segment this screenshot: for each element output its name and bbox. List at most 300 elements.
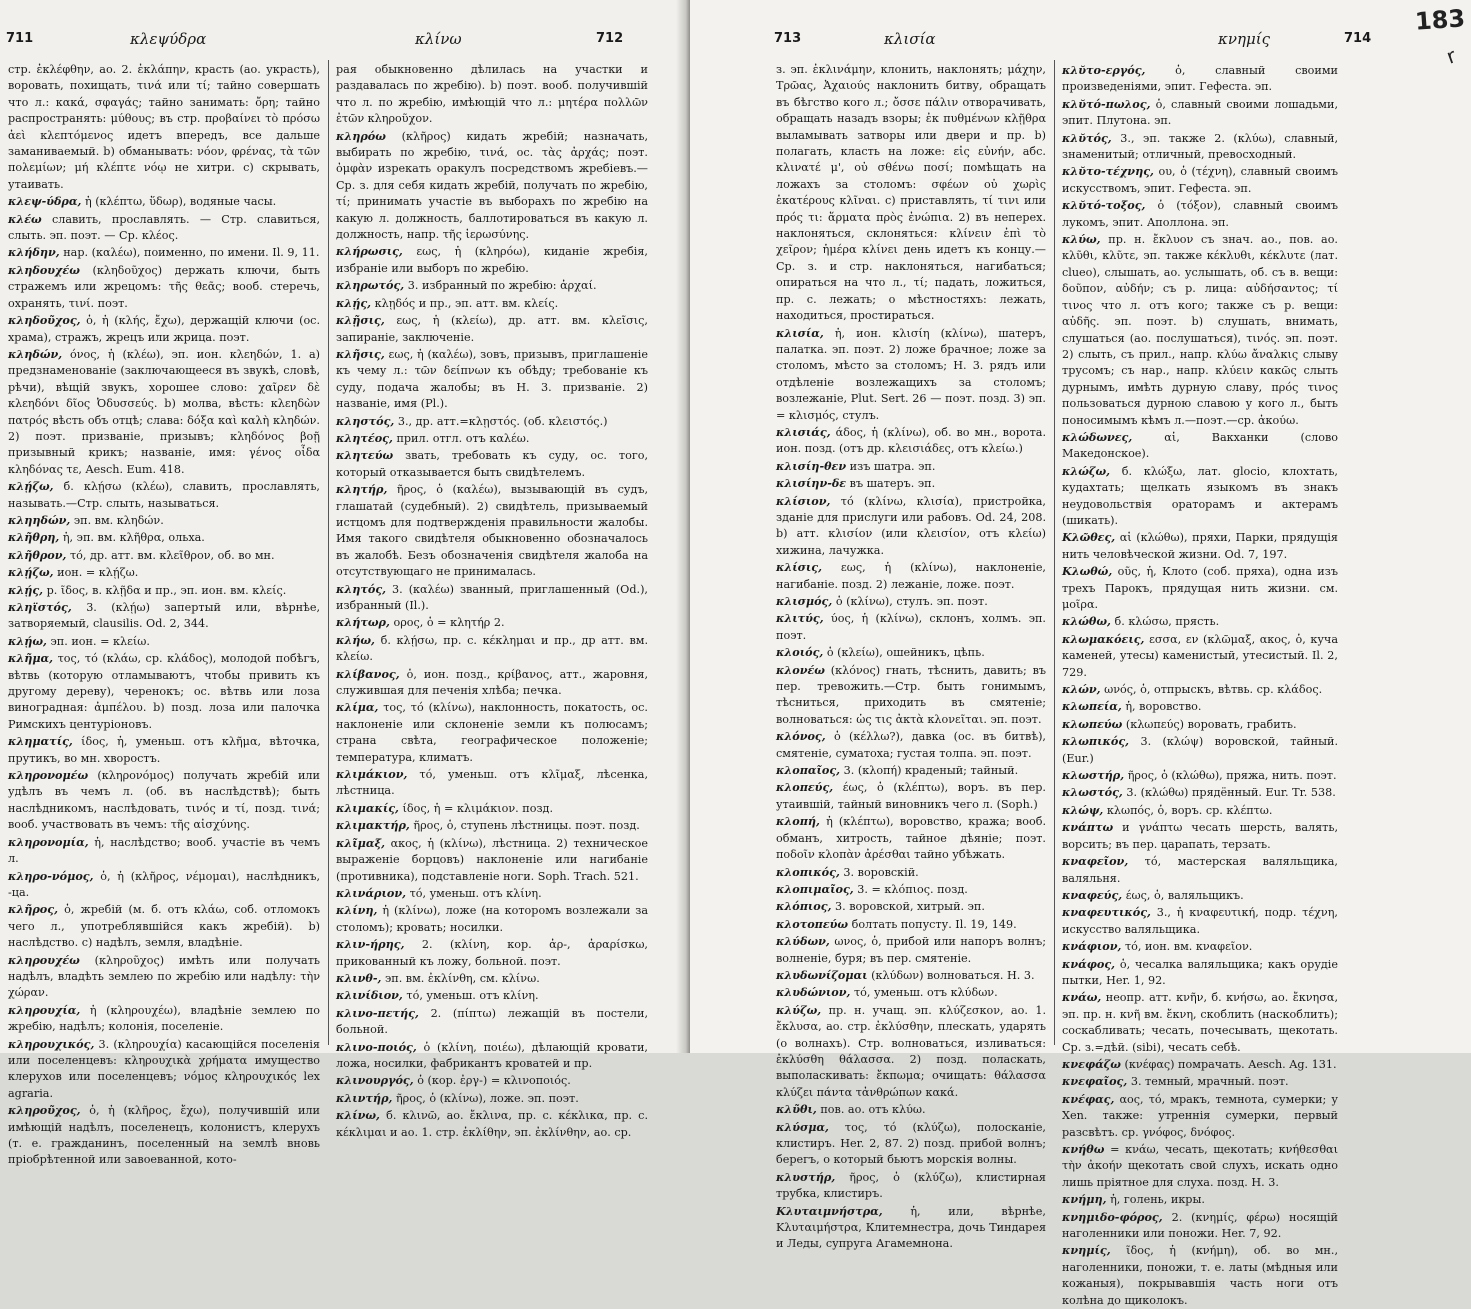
dictionary-entry <box>8 1036 320 1103</box>
page-number-left-b: 712 <box>596 31 624 46</box>
definition-text: τό, уменьш. отъ κλίνη. <box>406 989 539 1003</box>
headword: κνέφας, <box>1062 1091 1115 1106</box>
headword: κνήμη, <box>1062 1192 1107 1207</box>
headword: κλισιάς, <box>776 424 831 439</box>
headword: κλῄζω, <box>8 565 54 580</box>
headword: κληστός, <box>336 413 395 428</box>
definition-text: славить, прославлять. — Стр. славиться, слыть. эп. поэт. — Ср. κλέος. <box>8 212 320 243</box>
definition-text: 3., ἡ κναφευτική, подр. τέχνη, искусство валяльщика. <box>1062 906 1338 936</box>
definition-text: ὁ, жребій (м. б. отъ κλάω, соб. отломокъ чего л., употреблявшійся какъ жребій). b) наслѣдство. c) надѣлъ, земля, владѣніе. <box>8 903 320 950</box>
definition-text: κλωπός, ὁ, воръ. ср. κλέπτω. <box>1106 803 1273 817</box>
definition-text: εσσα, εν (κλῶμαξ, ακος, ὁ, куча каменей, утесы) каменистый, утесистый. Il. 2, 729. <box>1062 632 1338 679</box>
dictionary-entry <box>776 559 1046 593</box>
definition-text: 3., др. атт.=κλῃστός. (об. κλειστός.) <box>397 414 608 428</box>
dictionary-entry <box>336 481 648 580</box>
dictionary-entry <box>776 458 1046 475</box>
definition-text: (κληροῦχος) имѣть или получать надѣлъ, владѣть землею по жребію или надѣлу: τὴν χώραν. <box>8 953 320 1000</box>
dictionary-entry <box>1062 784 1338 801</box>
headword: κλισίη-θεν <box>776 458 847 473</box>
headword: κλήρωσις, <box>336 244 403 259</box>
definition-text: 3. (κλοπή) краденый; тайный. <box>843 764 1019 778</box>
headword: κλοπεύς, <box>776 780 834 795</box>
dictionary-entry <box>336 817 648 834</box>
right-page <box>690 0 1471 1307</box>
definition-text: αος, τό, мракъ, темнота, сумерки; у Xen. также: утреннія сумерки, первый разсвѣтъ. ср. γνόφος, δνόφος. <box>1062 1092 1338 1139</box>
definition-text: ὁ, славный своими произведеніями, эпит. Гефеста. эп. <box>1062 64 1338 94</box>
headword: Κλῶθες, <box>1062 530 1116 545</box>
definition-text: ὁ, ἡ (κλῆρος, ἔχω), получившій или имѣющій надѣлъ, поселенецъ, колонистъ, клерухъ (т. е. гражданинъ, поселенный на землѣ вновь пріобрѣтенной или завоеванной, кото- <box>8 1104 320 1167</box>
headword: κλητεύω <box>336 448 394 463</box>
dictionary-entry <box>8 244 320 261</box>
definition-text: въ шатеръ. эп. <box>849 477 936 491</box>
definition-text: 3. (κλώψ) воровской, тайный. (Eur.) <box>1062 735 1338 765</box>
headword: κλῆρος, <box>8 902 58 917</box>
definition-text: ωνός, ὁ, отпрыскъ, вѣтвь. ср. κλάδος. <box>1104 683 1323 697</box>
headword: κναφευτικός, <box>1062 905 1151 920</box>
definition-text: ἡ, ион. κλισίη (κλίνω), шатеръ, палатка. эп. поэт. 2) ложе брачное; ложе за столомъ, мѣсто за столомъ; H. 3. рядъ или отдѣленіе возлежащихъ за столомъ; возлежаніе, Plut. Sert. 26 — поэт. позд. 3) эп. = κλισμός, стулъ. <box>776 326 1046 422</box>
definition-text: ἡ (κλίνω), ложе (на которомъ возлежали за столомъ); кровать; носилки. <box>336 904 648 934</box>
dictionary-entry <box>8 733 320 767</box>
dictionary-entry <box>8 512 320 529</box>
definition-text: изъ шатра. эп. <box>849 459 936 473</box>
dictionary-entry <box>776 813 1046 863</box>
headword: κλίνω, <box>336 1108 380 1123</box>
headword: Κλυταιμνήστρα, <box>776 1203 883 1218</box>
definition-text: ακος, ἡ (κλίνω), лѣстница. 2) техническое выраженіе борцовъ) наклоненіе или нагибаніе (противника), подставленіе ноги. Soph. Trach. 521. <box>336 836 648 883</box>
definition-text: пр. н. учащ. эп. κλύζεσκον, ао. 1. ἔκλυσα, ао. стр. ἐκλύσθην, плескать, ударять (о волнахъ). Стр. волноваться, изливаться: ἐκλύσθη θάλασσα. 2) позд. поласкать, выполаскивать: ἔκπωμα; очищать: θάλασσα κλύζει πάντα τἀνθρώπων κακά. <box>776 1003 1046 1099</box>
headword: κνεφαῖος, <box>1062 1074 1128 1089</box>
dictionary-entry <box>776 662 1046 729</box>
headword: κλώθω, <box>1062 614 1111 629</box>
definition-text: неопр. атт. κνῆν, б. κνήσω, ао. ἔκνησα, эп. пр. н. κνῆ вм. ἔκνη, скоблить (наскоблить); соскабливать; чесать, почесывать, щекотать. Ср. з.=дѣй. (sibi), чесать себѣ. <box>1062 991 1338 1054</box>
definition-text: б. κλῄσω, пр. с. κέκλημαι и пр., др атт. вм. κλείω. <box>336 633 648 664</box>
dictionary-entry <box>776 916 1046 933</box>
headword: κλώδωνες, <box>1062 429 1133 444</box>
headword: κληρονομία, <box>8 834 89 849</box>
headword: Κλωθώ, <box>1062 564 1113 579</box>
definition-text: ῆρος, ὁ (κλίνω), ложе. эп. поэт. <box>395 1091 579 1105</box>
dictionary-entry <box>8 193 320 210</box>
dictionary-entry <box>8 346 320 478</box>
headword: κλοπή, <box>776 814 820 829</box>
definition-text: и γνάπτω чесать шерсть, валять, ворсить; въ пер. царапать, терзать. <box>1062 821 1338 851</box>
dictionary-entry <box>8 650 320 733</box>
definition-text: пов. ао. отъ κλύω. <box>820 1103 926 1117</box>
definition-text: 3. воровской, хитрый. эп. <box>835 900 985 914</box>
dictionary-entry <box>1062 1056 1338 1073</box>
definition-text: αἱ, Вакханки (слово Македонское). <box>1062 430 1338 461</box>
dictionary-entry <box>1062 1242 1338 1309</box>
headword: κλισίην-δε <box>776 476 847 491</box>
headword: κνημίς, <box>1062 1243 1111 1258</box>
headword: κληρονομέω <box>8 768 89 783</box>
headword: κλιμακτήρ, <box>336 818 410 833</box>
definition-text: ίδος, ἡ = κλιμάκιον. позд. <box>402 801 554 815</box>
dictionary-entry <box>776 898 1046 915</box>
definition-text: ῆρος, ὁ (κλύζω), клистирная трубка, клистиръ. <box>776 1170 1046 1201</box>
definition-text: 2. (πίπτω) лежащій въ постели, больной. <box>336 1006 648 1037</box>
headword: κλίνη, <box>336 903 378 918</box>
headword: κλητήρ, <box>336 482 388 497</box>
headword: κλινίδιον, <box>336 988 403 1003</box>
dictionary-entry <box>336 614 648 631</box>
headword: κλῇσις, <box>336 313 385 328</box>
dictionary-entry <box>1062 563 1338 613</box>
dictionary-entry <box>336 312 648 346</box>
headword: κλοπιμαῖος, <box>776 881 854 896</box>
dictionary-entry <box>1062 904 1338 938</box>
definition-text: ἡ (κλέπτω), воровство, кража; вооб. обманъ, хитрость, тайное дѣяніе; поэт. ποδοῖν κλοπὰν ἀρέσθαι тайно убѣжать. <box>776 815 1046 862</box>
dictionary-entry <box>776 933 1046 967</box>
headword: κνάφος, <box>1062 956 1116 971</box>
guide-word-right-a: κλισία <box>884 30 936 48</box>
headword: κληρουχικός, <box>8 1036 95 1051</box>
headword: κναφεῖον, <box>1062 854 1129 869</box>
dictionary-entry <box>776 1169 1046 1203</box>
headword: κλῄζω, <box>8 479 54 494</box>
definition-text: ὁ, ἡ (κλής, ἔχω), держащій ключи (ос. храма), стражъ, жрецъ или жрица. поэт. <box>8 314 321 344</box>
headword: κλωστήρ, <box>1062 768 1125 783</box>
dictionary-entry <box>776 1203 1046 1253</box>
definition-text: прил. отгл. отъ καλέω. <box>396 431 530 445</box>
definition-text: ου, ὁ (τέχνη), славный своимъ искусствомъ, эпит. Гефеста. эп. <box>1062 165 1338 195</box>
dictionary-entry <box>1062 1091 1338 1141</box>
dictionary-entry <box>1062 802 1338 819</box>
definition-text: (κλύδων) волноваться. H. 3. <box>871 968 1035 982</box>
headword: κνάπτω <box>1062 820 1114 835</box>
definition-text: ἡ (κληρουχέω), владѣніе землею по жребію, надѣлъ; колонія, поселеніе. <box>8 1003 320 1034</box>
headword: κλῠτό-τοξος, <box>1062 198 1146 213</box>
headword: κλῄω, <box>8 633 47 648</box>
headword: κλισμός, <box>776 594 833 608</box>
headword: κλιντήρ, <box>336 1090 393 1105</box>
definition-text: ион. = κλῄζω. <box>57 566 139 580</box>
headword: κληματίς, <box>8 734 73 749</box>
definition-text: рая обыкновенно дѣлилась на участки и раздавалась по жребію). b) поэт. вооб. получившій что л. по жребію, имѣющій что л.: μητέρα πολλῶν ἐτῶν κληροῦχον. <box>336 63 648 126</box>
dictionary-entry <box>776 984 1046 1001</box>
definition-text: стр. ἐκλέφθην, ао. 2. ἐκλάπην, красть (ао. украсть), воровать, похищать, τινά или τί; тайно совершать что л.: κακά, σφαγάς; тайно занимать: ὄρη; тайно распространять: μύθους; въ стр. προβαίνει τὸ πρόσω ἀεὶ κλεπτόμενος идетъ впередъ, все дальше заманиваемый. b) обманывать: νόον, φρένας, τὰ τῶν πολεμίων; μή κλέπτε νόῳ не хитри. c) скрывать, утаивать. <box>8 63 320 191</box>
definition-text: (κληδοῦχος) держать ключи, быть стражемъ или жрецомъ: τῆς θεᾶς; вооб. стеречь, охранять, τινί. поэт. <box>8 263 320 310</box>
definition-text: (κνέφας) помрачать. Aesch. Ag. 131. <box>1124 1057 1337 1071</box>
headword: κλόπιος, <box>776 899 832 914</box>
definition-text: τό, мастерская валяльщика, валяльня. <box>1062 855 1338 885</box>
dictionary-entry <box>1062 613 1338 630</box>
definition-text: б. κλινῶ, ао. ἔκλινα, пр. с. κέκλικα, пр. с. кέκλιμαι и ао. 1. стр. ἐκλίθην, эп. ἐκλίνθην, ао. ср. <box>336 1109 648 1139</box>
definition-text: ἡ, эп. вм. κλῆθρα, ольха. <box>62 531 205 545</box>
definition-text: τό, др. атт. вм. κλεῖθρον, об. во мн. <box>69 548 275 562</box>
definition-text: ίδος, ἡ, уменьш. отъ κλῆμα, вѣточка, прутикъ, во мн. хворостъ. <box>8 735 320 765</box>
headword: κλιμακίς, <box>336 800 399 815</box>
headword: κλητός, <box>336 581 387 596</box>
definition-text: 3. = κλόπιος. позд. <box>857 882 968 896</box>
headword: κνάω, <box>1062 990 1102 1005</box>
dictionary-entry <box>336 430 648 447</box>
dictionary-entry <box>776 967 1046 984</box>
headword: κλῦθι, <box>776 1102 817 1117</box>
definition-text: ωνος, ὁ, прибой или напоръ волнъ; волненіе, буря; въ пер. смятеніе. <box>776 935 1046 965</box>
dictionary-entry <box>1062 1209 1338 1243</box>
definition-text: τό, ион. вм. κναφεῖον. <box>1124 940 1253 954</box>
definition-text: пр. н. ἔκλυον съ знач. ао., пов. ао. κλῦθι, κλῦτε, эп. также κέκλυθι, κέκλυτε (лат. cluеo), слышать, ао. услышать, об. съ в. вещи: δοῦπον, αὐδήν; съ р. лица: αὐδήσαντος; τί τινος что л. отъ кого; также съ р. вещи: αὐδῆς. эп. поэт. b) слушать, внимать, слушаться (ао. послушаться), τινός. эп. поэт. 2) слыть, съ прил., напр. κλύω ἄναλκις слыву трусомъ; съ нар., напр. κλύειν κακῶς слыть дурнымъ, имѣть дурную славу, πρός τινος пользоваться дурною славою у кого л., быть поносимымъ кѣмъ л.—поэт.—ср. ἀκούω. <box>1062 233 1338 427</box>
headword: κλέω <box>8 211 42 226</box>
definition-text: нар. (καλέω), поименно, по имени. Il. 9, 11. <box>63 246 320 260</box>
headword: κλωστός, <box>1062 785 1123 800</box>
headword: κλωπικός, <box>1062 734 1130 749</box>
dictionary-entry <box>8 312 320 346</box>
headword: κλιτύς, <box>776 611 824 626</box>
headword: κλοπαῖος, <box>776 763 841 778</box>
headword: κλῆμα, <box>8 651 54 666</box>
dictionary-entry <box>776 325 1046 424</box>
headword: κληϊστός, <box>8 600 72 614</box>
dictionary-entry <box>8 547 320 564</box>
dictionary-entry <box>8 211 320 245</box>
dictionary-entry <box>8 599 320 633</box>
page-number-right-a: 713 <box>774 31 802 46</box>
dictionary-entry <box>776 610 1046 644</box>
headword: κλῆσις, <box>336 346 385 361</box>
dictionary-entry <box>336 885 648 902</box>
definition-text: ῆρος, ὁ (καλέω), вызывающій въ судъ, глашатай (судебный). 2) свидѣтель, призываемый истцомъ для подтвержденія правильности жалобы. Имя такого свидѣтеля обыкновенно обозначалось въ жалобѣ. Безъ обозначенія свидѣтеля жалоба на отсутствующаго не принималась. <box>336 483 649 579</box>
dictionary-entry <box>336 1039 648 1073</box>
dictionary-entry <box>1062 1141 1338 1191</box>
headword: κλωμακόεις, <box>1062 631 1145 646</box>
dictionary-entry <box>8 478 320 512</box>
headword: κλίμα, <box>336 700 379 715</box>
headword: κλῄς, <box>336 295 372 310</box>
headword: κλυδώνιον, <box>776 985 851 1000</box>
headword: κλίσις, <box>776 560 823 575</box>
headword: κλωπεύω <box>1062 716 1123 731</box>
definition-text: ὁ (кор. ἐργ-) = κλινοποιός. <box>417 1074 571 1088</box>
dictionary-entry <box>336 1005 648 1039</box>
definition-text: ορος, ὁ = κλητήρ 2. <box>393 616 505 630</box>
dictionary-entry <box>776 762 1046 779</box>
dictionary-column-4 <box>1062 62 1339 1307</box>
definition-text: эп. вм. κληδών. <box>73 513 164 527</box>
dictionary-column-3 <box>776 62 1047 1251</box>
dictionary-entry <box>8 834 320 868</box>
dictionary-entry <box>776 493 1046 560</box>
headword: κλινουργός, <box>336 1073 414 1088</box>
headword: κνήθω <box>1062 1142 1105 1156</box>
definition-text: οῦς, ἡ, Клото (соб. пряха), одна изъ трехъ Парокъ, прядущая нить жизни. см. μοῖρα. <box>1062 565 1338 611</box>
guide-word-right-b: κνημίς <box>1218 30 1270 48</box>
dictionary-entry <box>8 1102 320 1169</box>
definition-text: ὁ, ἡ (κλῆρος, νέμομαι), наслѣдникъ, -ца. <box>8 869 321 899</box>
headword: κλώζω, <box>1062 463 1111 478</box>
headword: κλύσμα, <box>776 1119 829 1134</box>
headword: κναφεύς, <box>1062 887 1123 902</box>
dictionary-entry <box>336 766 648 800</box>
definition-text: 3. (κληρουχία) касающійся поселенія или поселенцевъ: κληρουχικὰ χρήματα имущество клерухов или поселенцевъ; νόμος κληρουχικός lex agraria. <box>8 1037 320 1100</box>
headword: κλῆθρη, <box>8 530 60 545</box>
headword: κνάφιον, <box>1062 939 1122 954</box>
definition-text: ὁ (κλείω), ошейникъ, цѣпь. <box>826 646 985 660</box>
dictionary-entry <box>776 728 1046 762</box>
dictionary-column-1 <box>8 62 321 1167</box>
dictionary-entry <box>1062 698 1338 715</box>
definition-text: ὁ (τόξον), славный своимъ лукомъ, эпит. Аполлона. эп. <box>1062 199 1339 229</box>
dictionary-entry <box>8 868 320 902</box>
page-number-right-b: 714 <box>1344 31 1372 46</box>
definition-text: αἱ (κλώθω), пряхи, Парки, прядущія нить человѣческой жизни. Od. 7, 197. <box>1062 531 1338 561</box>
dictionary-entry <box>1062 231 1338 429</box>
left-page <box>0 0 690 1167</box>
dictionary-entry <box>336 902 648 936</box>
dictionary-entry <box>1062 956 1338 990</box>
dictionary-entry <box>1062 1073 1338 1090</box>
headword: κληδουχέω <box>8 262 80 277</box>
definition-text: 3. избранный по жребію: ἀρχαί. <box>407 279 597 293</box>
definition-text: όνος, ἡ (κλέω), эп. ион. κλεηδών, 1. a) предзнаменованіе (заключающееся въ звукѣ, словѣ, рѣчи), вѣщій звукъ, хорошее слово: χαῖρεν δὲ κλεηδόνι δῖος Ὀδυσσεύς. b) молва, вѣсть: κλεηδὼν πατρός вѣсть объ отцѣ; слава: δόξα καὶ καλὴ κληδών. 2) поэт. призваніе, призывъ; κληδόνος βοῇ призывный крикъ; названіе, имя: γένος οἶδα κληδόνας τε, Aesch. Eum. 418. <box>8 347 321 476</box>
definition-text: эп. ион. = κλείω. <box>50 634 150 648</box>
dictionary-entry <box>776 644 1046 661</box>
dictionary-entry <box>336 243 648 277</box>
headword: κλυστήρ, <box>776 1169 836 1184</box>
column-divider <box>1054 60 1055 1045</box>
dictionary-entry <box>336 800 648 817</box>
definition-text: ὁ, ион. позд., κρίβανος, атт., жаровня, служившая для печенія хлѣба; печка. <box>336 667 649 698</box>
dictionary-entry <box>776 424 1046 458</box>
headword: κλυδωνίζομαι <box>776 967 868 982</box>
headword: κλινο-ποιός, <box>336 1039 417 1054</box>
headword: κλῖμαξ, <box>336 835 385 850</box>
headword: κλινθ-, <box>336 970 382 985</box>
headword: κλεψ-ύδρα, <box>8 194 82 209</box>
definition-text: р. ῖδος, в. κλῇδα и пр., эп. ион. вм. κλείς. <box>46 583 287 597</box>
dictionary-entry <box>1062 96 1338 130</box>
definition-text: τος, τό (κλίνω), наклонность, покатость, ос. наклоненіе или склоненіе земли къ полюсамъ; страна свѣта, географическое положеніе; температура, климатъ. <box>336 701 648 764</box>
dictionary-entry <box>776 1101 1046 1118</box>
dictionary-entry <box>336 987 648 1004</box>
definition-text: 3. (κλῄω) запертый или, вѣрнѣе, затворяемый, clausilis. Od. 2, 344. <box>8 601 320 631</box>
dictionary-entry <box>8 952 320 1002</box>
definition-text: ῆρος, ὁ (κλώθω), пряжа, нить. поэт. <box>1127 769 1337 783</box>
headword: κλοπικός, <box>776 864 840 879</box>
dictionary-entry <box>1062 463 1338 530</box>
dictionary-entry <box>1062 197 1338 231</box>
definition-text: ὁ (κλίνη, ποιέω), дѣлающій кровати, ложа, носилки, фабрикантъ кроватей и пр. <box>336 1040 648 1070</box>
dictionary-entry <box>1062 853 1338 887</box>
definition-text: 3., эп. также 2. (κλύω), славный, знаменитый; отличный, превосходный. <box>1062 131 1338 162</box>
dictionary-entry <box>1062 733 1338 767</box>
headword: κλήω, <box>336 632 375 647</box>
dictionary-entry <box>1062 631 1338 681</box>
definition-text: (κλόνος) гнать, тѣснить, давить; въ пер. тревожить.—Стр. быть гонимымъ, тѣсниться, приходить въ смятеніе; волноваться: ὡς τις ἀκτὰ κλονεῖται. эп. поэт. <box>776 663 1046 726</box>
dictionary-entry <box>8 1002 320 1036</box>
definition-text: έως, ὁ, валяльщикъ. <box>1125 888 1244 902</box>
definition-text: ὁ, славный своими лошадьми, эпит. Плутона. эп. <box>1062 97 1338 128</box>
headword: κλοιός, <box>776 645 824 660</box>
definition-text: άδος, ἡ (κλίνω), об. во мн., ворота. ион. позд. (отъ др. κλεισιάδες, отъ κλείω.) <box>776 425 1047 456</box>
headword: κλῠτός, <box>1062 130 1112 145</box>
headword: κλῠτο-εργός, <box>1062 63 1146 77</box>
dictionary-entry <box>776 475 1046 492</box>
dictionary-entry <box>336 413 648 430</box>
headword: κληδοῦχος, <box>8 313 81 328</box>
dictionary-entry <box>336 346 648 413</box>
definition-text: έως, ὁ (κλέπτω), воръ. въ пер. утаившій, тайный виновникъ чего л. (Soph.) <box>776 781 1046 811</box>
headword: κλιμάκιον, <box>336 767 408 782</box>
headword: κλῄς, <box>8 582 44 597</box>
headword: κληροῦχος, <box>8 1103 81 1118</box>
headword: κληηδών, <box>8 512 71 527</box>
headword: κληρουχία, <box>8 1002 81 1017</box>
dictionary-entry <box>336 1072 648 1089</box>
page-number-left-a: 711 <box>6 31 34 46</box>
definition-text: ῖδος, ἡ (κνήμη), об. во мн., наголенники, поножи, т. е. латы (мѣдныя или кожаныя), покрывавшія часть ноги отъ колѣна до щиколокъ. <box>1062 1244 1339 1307</box>
definition-text: з. эп. ἐκλινάμην, клонить, наклонять; μάχην, Τρῶας, Ἀχαιούς наклонить битву, обращать въ бѣгство кого л.; ὄσσε πάλιν отворачивать, обращать назадъ взоры; ἐκ πυθμένων κλῇθρα выламывать затворы или двери и пр. b) полагать, класть на ложе: εἰς εὐνήν, абс. κλινατέ μ', οὐ σθένω ποσί; помѣщать на ложахъ за столомъ: σφέων οὐ χωρὶς ἑκατέρους κλῖναι. c) приставлять, τί τινι или πρός τι: ἅρματα πρὸς ἐνώπια. 2) въ неперех. наклоняться, склоняться: κλίνειν ἐπὶ τὸ χεῖρον; ἡμέρα κλίνει день идетъ къ концу.—Ср. з. и стр. наклоняться, нагибаться; опираться на что л., τί; падать, ложиться, пр. с. лежать; о мѣстностяхъ: лежать, находиться, простираться. <box>776 63 1046 323</box>
dictionary-entry <box>336 699 648 766</box>
definition-text: ύος, ἡ (κλίνω), склонъ, холмъ. эп. поэт. <box>776 612 1046 642</box>
definition-text: τό, уменьш. отъ κλύδων. <box>853 986 998 1000</box>
dictionary-entry <box>336 128 648 244</box>
headword: κλοτοπεύω <box>776 916 849 931</box>
dictionary-entry <box>336 666 648 700</box>
definition-text: 2. (κνημίς, φέρω) носящій наголенники или поножи. Her. 7, 92. <box>1062 1210 1338 1241</box>
dictionary-entry <box>336 632 648 666</box>
definition-text: τό (κλίνω, κλισία), пристройка, зданіе для прислуги или рабовъ. Od. 24, 208. b) атт. κλισίον (или κλεισίον, отъ κλείω) хижина, лачужка. <box>776 494 1046 557</box>
headword: κλίσιον, <box>776 493 831 508</box>
headword: κληρόω <box>336 128 386 143</box>
definition-text: (κληρονόμος) получать жребій или удѣлъ въ чемъ л. (об. въ наслѣдствѣ); быть наслѣдникомъ, наслѣдовать, τινός и τί, позд. τινά; вооб. участвовать въ чемъ: τῆς αἰσχύνης. <box>8 769 320 832</box>
definition-text: 3. темный, мрачный. поэт. <box>1130 1075 1289 1089</box>
headword: κλινάριον, <box>336 885 406 900</box>
headword: κλῠτο-τέχνης, <box>1062 164 1154 179</box>
definition-text: εως, ἡ (κλείω), др. атт. вм. κλεῖσις, запираніе, заключеніе. <box>336 314 648 344</box>
definition-text: εως, ἡ (κλίνω), наклоненіе, нагибаніе. позд. 2) лежаніе, ложе. поэт. <box>776 561 1046 591</box>
definition-text: ἡ, воровство. <box>1125 700 1202 714</box>
definition-text: б. κλώσω, прясть. <box>1114 615 1220 629</box>
dictionary-entry <box>776 593 1046 610</box>
handwritten-page-stamp: 183 <box>1413 4 1466 36</box>
definition-text: б. κλώξω, лат. glocio, клохтать, кудахтать; щелкать языкомъ въ знакъ неудовольствія ораторамъ и актерамъ (шикать). <box>1062 464 1338 527</box>
dictionary-entry <box>8 901 320 951</box>
dictionary-entry <box>776 864 1046 881</box>
dictionary-entry <box>1062 62 1338 96</box>
headword: κληρωτός, <box>336 278 405 293</box>
definition-text: болтать попусту. Il. 19, 149. <box>851 917 1017 931</box>
definition-text: ἡ, наслѣдство; вооб. участіе въ чемъ л. <box>8 835 320 866</box>
definition-text: τος, τό (κλάω, ср. κλάδος), молодой побѣгъ, вѣтвь (которую отламываютъ, чтобы привить къ другому дереву), черенокъ; ос. вѣтвь или лоза виноградная: ἀμπέλου. b) позд. лоза или палочка Римскихъ центуріоновъ. <box>8 652 320 731</box>
headword: κνεφάζω <box>1062 1056 1121 1071</box>
definition-text: τος, τό (κλύζω), полосканіе, клистиръ. Her. 2, 87. 2) позд. прибой волнъ; берегъ, о который бьютъ морскія волны. <box>776 1120 1046 1167</box>
dictionary-entry <box>1062 989 1338 1056</box>
guide-word-left-a: κλεψύδρα <box>130 30 207 48</box>
headword: κλύω, <box>1062 232 1101 247</box>
definition-text: (κλωπεύς) воровать, грабить. <box>1125 717 1297 731</box>
dictionary-entry <box>336 936 648 970</box>
headword: κληρο-νόμος, <box>8 868 94 883</box>
dictionary-entry <box>1062 163 1338 197</box>
dictionary-entry <box>336 970 648 987</box>
guide-word-left-b: κλίνω <box>415 30 462 48</box>
headword: κλῆθρον, <box>8 547 67 562</box>
headword: κλωπεία, <box>1062 699 1122 714</box>
dictionary-entry <box>8 767 320 834</box>
dictionary-entry <box>1062 529 1338 563</box>
dictionary-entry <box>8 582 320 599</box>
definition-text: б. κλῄσω (κλέω), славить, прославлять, называть.—Стр. слыть, называться. <box>8 480 320 510</box>
headword: κλών, <box>1062 682 1101 697</box>
dictionary-entry <box>8 262 320 312</box>
dictionary-entry <box>776 1119 1046 1169</box>
dictionary-entry <box>1062 130 1338 164</box>
dictionary-entry <box>1062 819 1338 853</box>
dictionary-entry <box>1062 429 1338 463</box>
definition-text: ἡ, голень, икры. <box>1110 1193 1205 1207</box>
